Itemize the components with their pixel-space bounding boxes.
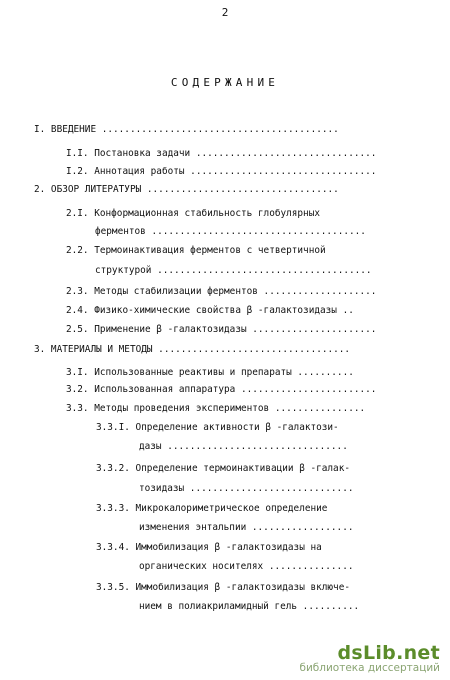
toc-entry: 3.3.2. Определение термоинактивации β -галак- <box>96 463 350 474</box>
page-number: 2 <box>221 6 229 19</box>
toc-entry: 3.3. Методы проведения экспериментов ................ <box>66 403 366 414</box>
toc-entry: 3.3.3. Микрокалориметрическое определение <box>96 503 328 514</box>
toc-entry: 2.I. Конформационная стабильность глобулярных <box>66 208 320 219</box>
toc-entry: структурой ...................................... <box>95 265 372 276</box>
toc-entry: 3.3.4. Иммобилизация β -галактозидазы на <box>96 542 322 553</box>
toc-entry: I.I. Постановка задачи ................................ <box>66 148 377 159</box>
watermark-subtitle: библиотека диссертаций <box>299 662 440 674</box>
watermark <box>299 642 440 674</box>
toc-entry: 2.3. Методы стабилизации ферментов .................... <box>66 286 377 297</box>
toc-entry: изменения энтальпии .................. <box>139 522 354 533</box>
toc-entry: 3.2. Использованная аппаратура ........................ <box>66 384 377 395</box>
toc-entry: 3.3.5. Иммобилизация β -галактозидазы включе- <box>96 582 350 593</box>
toc-entry: I.2. Аннотация работы ................................. <box>66 166 377 177</box>
toc-entry: тозидазы ............................. <box>139 483 354 494</box>
toc-entry: органических носителях ............... <box>139 561 354 572</box>
toc-entry: дазы ................................ <box>139 441 348 452</box>
toc-entry: 3. МАТЕРИАЛЫ И МЕТОДЫ .................................. <box>34 344 351 355</box>
toc-entry: 3.I. Использованные реактивы и препараты .......... <box>66 367 354 378</box>
toc-entry: 2.4. Физико-химические свойства β -галактозидазы .. <box>66 305 354 316</box>
watermark-logo: dsLib.net <box>337 642 440 664</box>
toc-entry: 2.2. Термоинактивация ферментов с четвертичной <box>66 245 326 256</box>
toc-entry: нием в полиакриламидный гель .......... <box>139 601 360 612</box>
toc-entry: 2. ОБЗОР ЛИТЕРАТУРЫ .................................. <box>34 184 339 195</box>
toc-entry: I. ВВЕДЕНИЕ .......................................... <box>34 124 339 135</box>
page-title: СОДЕРЖАНИЕ <box>170 76 280 89</box>
toc-entry: ферментов ...................................... <box>95 226 366 237</box>
toc-entry: 3.3.I. Определение активности β -галактози- <box>96 422 339 433</box>
toc-entry: 2.5. Применение β -галактозидазы ...................... <box>66 324 377 335</box>
